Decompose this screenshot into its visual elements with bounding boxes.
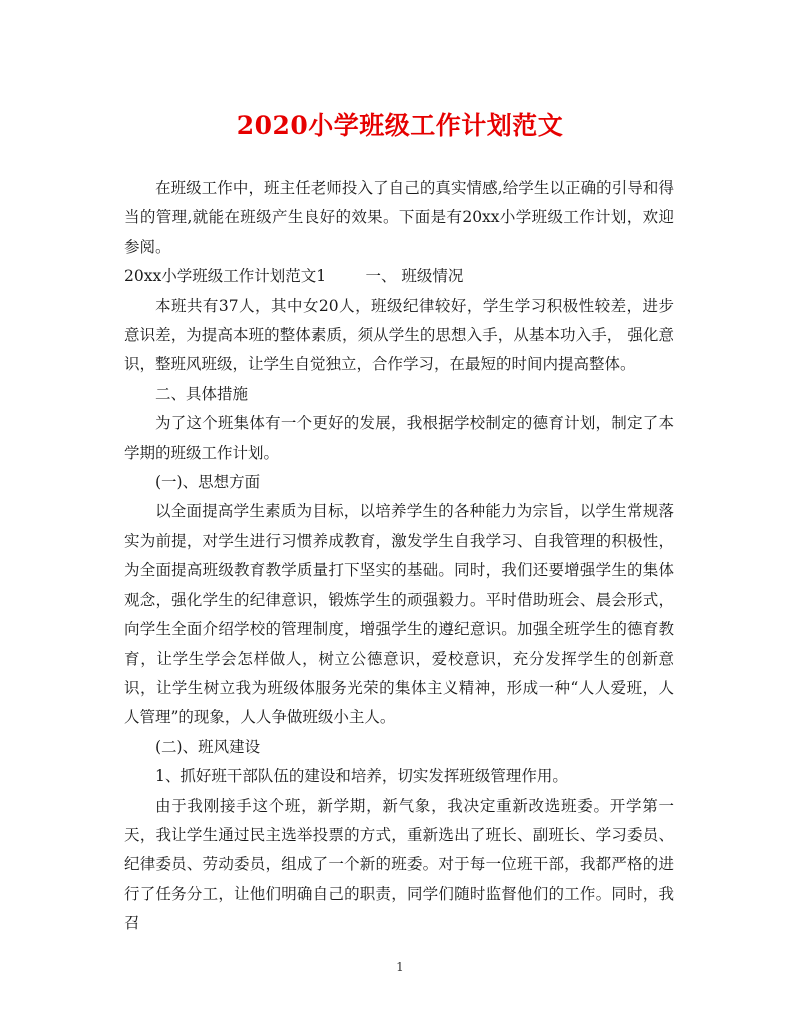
paragraph-thought-heading: (一)、思想方面 — [155, 473, 261, 492]
paragraph-thought-body: 以全面提高学生素质为目标，以培养学生的各种能力为宗旨，以学生常规落实为前提，对学生进行习惯养成教育，激发学生自我学习、自我管理的积极性，为全面提高班级教育教学质量打下坚实的基础。同时，我们还要增强学生的集体观念，强化学生的纪律意识，锻炼学生的顽强毅力。平时借助班会、晨会形式，向学生全面介绍学校的管理制度，增强学生的遵纪意识。加强全班学生的德育教育，让学生学会怎样做人，树立公德意识，爱校意识，充分发挥学生的创新意识，让学生树立我为班级体服务光荣的集体主义精神，形成一种“人人爱班，人人管理”的现象，人人争做班级小主人。 — [124, 502, 674, 727]
page-number: 1 — [396, 960, 404, 974]
paragraph-intro: 在班级工作中，班主任老师投入了自己的真实情感,给学生以正确的引导和得当的管理,就能在班级产生良好的效果。下面是有20xx小学班级工作计划，欢迎参阅。 — [124, 179, 674, 256]
paragraph-style-heading: (二)、班风建设 — [155, 737, 261, 756]
paragraph-cadre-body: 由于我刚接手这个班，新学期，新气象，我决定重新改选班委。开学第一天，我让学生通过民主选举投票的方式，重新选出了班长、副班长、学习委员、纪律委员、劳动委员，组成了一个新的班委。对于每一位班干部，我都严格的进行了任务分工，让他们明确自己的职责，同学们随时监督他们的工作。同时，我召 — [124, 796, 674, 933]
paragraph-measures-intro: 为了这个班集体有一个更好的发展，我根据学校制定的德育计划，制定了本学期的班级工作计划。 — [124, 414, 674, 462]
document-body — [124, 174, 674, 939]
paragraph-class-situation: 本班共有37人，其中女20人，班级纪律较好，学生学习积极性较差，进步意识差，为提高本班的整体素质，须从学生的思想入手，从基本功入手， 强化意识，整班风班级，让学生自觉独立，合作学习，在最短的时间内提高整体。 — [124, 296, 674, 374]
document-title: 2020小学班级工作计划范文 — [236, 111, 564, 140]
paragraph-measures-heading: 二、具体措施 — [155, 384, 249, 403]
paragraph-cadre-heading: 1、抓好班干部队伍的建设和培养，切实发挥班级管理作用。 — [155, 767, 568, 786]
paragraph-section-heading: 20xx小学班级工作计划范文1 一、 班级情况 — [124, 267, 464, 286]
